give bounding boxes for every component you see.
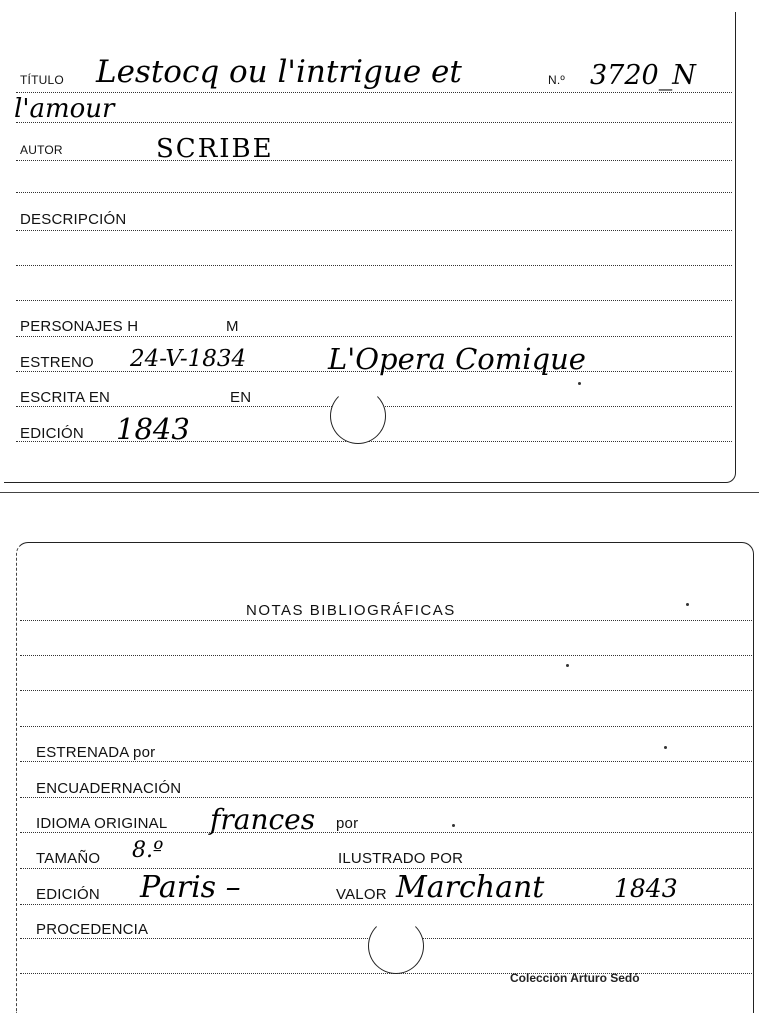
valor-label: VALOR: [336, 886, 387, 903]
edicion-back-value: Paris –: [140, 870, 241, 905]
titulo-value: Lestocq ou l'intrigue et: [96, 54, 462, 90]
numero-label: N.º: [548, 73, 565, 87]
valor-value: Marchant: [396, 870, 545, 905]
edicion-label: EDICIÓN: [20, 425, 84, 442]
autor-label: AUTOR: [20, 143, 63, 157]
numero-value: 3720_N: [590, 60, 696, 91]
ilustrado-label: ILUSTRADO POR: [338, 850, 464, 867]
rule-titulo: [16, 92, 732, 93]
rule-titulo-2: [16, 122, 732, 123]
rule-autor: [16, 160, 732, 161]
rule-tamano: [20, 868, 752, 869]
estreno-label: ESTRENO: [20, 354, 94, 371]
estreno-place: L'Opera Comique: [328, 342, 586, 376]
titulo-value-line2: l'amour: [14, 94, 115, 124]
estreno-date: 24-V-1834: [130, 346, 247, 372]
scan-speck: [686, 603, 689, 606]
procedencia-label: PROCEDENCIA: [36, 921, 149, 938]
rule-blank-2: [16, 265, 732, 266]
scan-speck: [566, 664, 569, 667]
encuadernacion-label: ENCUADERNACIÓN: [36, 780, 182, 797]
edicion-back-label: EDICIÓN: [36, 886, 100, 903]
punch-hole-back: [368, 918, 424, 974]
rule-idioma: [20, 832, 752, 833]
scan-speck: [452, 824, 455, 827]
rule-notas-2: [20, 655, 752, 656]
scan-speck: [664, 746, 667, 749]
tamano-value: 8.º: [132, 838, 164, 863]
rule-notas-4: [20, 726, 752, 727]
por-label: por: [336, 815, 359, 832]
rule-encuadernacion: [20, 797, 752, 798]
coleccion-credit: Colección Arturo Sedó: [510, 971, 640, 985]
rule-notas-3: [20, 690, 752, 691]
idioma-label: IDIOMA ORIGINAL: [36, 815, 168, 832]
edicion-value: 1843: [116, 412, 190, 446]
valor-year: 1843: [614, 874, 678, 903]
rule-notas: [20, 620, 752, 621]
escrita-en-label: ESCRITA EN: [20, 389, 111, 406]
rule-edicion-back: [20, 904, 752, 905]
idioma-value: frances: [210, 803, 316, 836]
rule-blank-1: [16, 192, 732, 193]
rule-descripcion: [16, 230, 732, 231]
titulo-label: TÍTULO: [20, 73, 64, 87]
punch-hole-front: [330, 388, 386, 444]
personajes-label: PERSONAJES H: [20, 318, 139, 335]
estrenada-label: ESTRENADA por: [36, 744, 156, 761]
scan-speck: [578, 382, 581, 385]
notas-title: NOTAS BIBLIOGRÁFICAS: [246, 602, 456, 619]
rule-estrenada: [20, 761, 752, 762]
rule-personajes: [16, 336, 732, 337]
descripcion-label: DESCRIPCIÓN: [20, 211, 127, 228]
escrita-en2-label: EN: [230, 389, 252, 406]
autor-value: SCRIBE: [156, 134, 274, 164]
rule-bottom: [20, 973, 752, 974]
tamano-label: TAMAÑO: [36, 850, 101, 867]
card-separator-line: [0, 492, 759, 493]
personajes-m-label: M: [226, 318, 239, 335]
rule-blank-3: [16, 300, 732, 301]
